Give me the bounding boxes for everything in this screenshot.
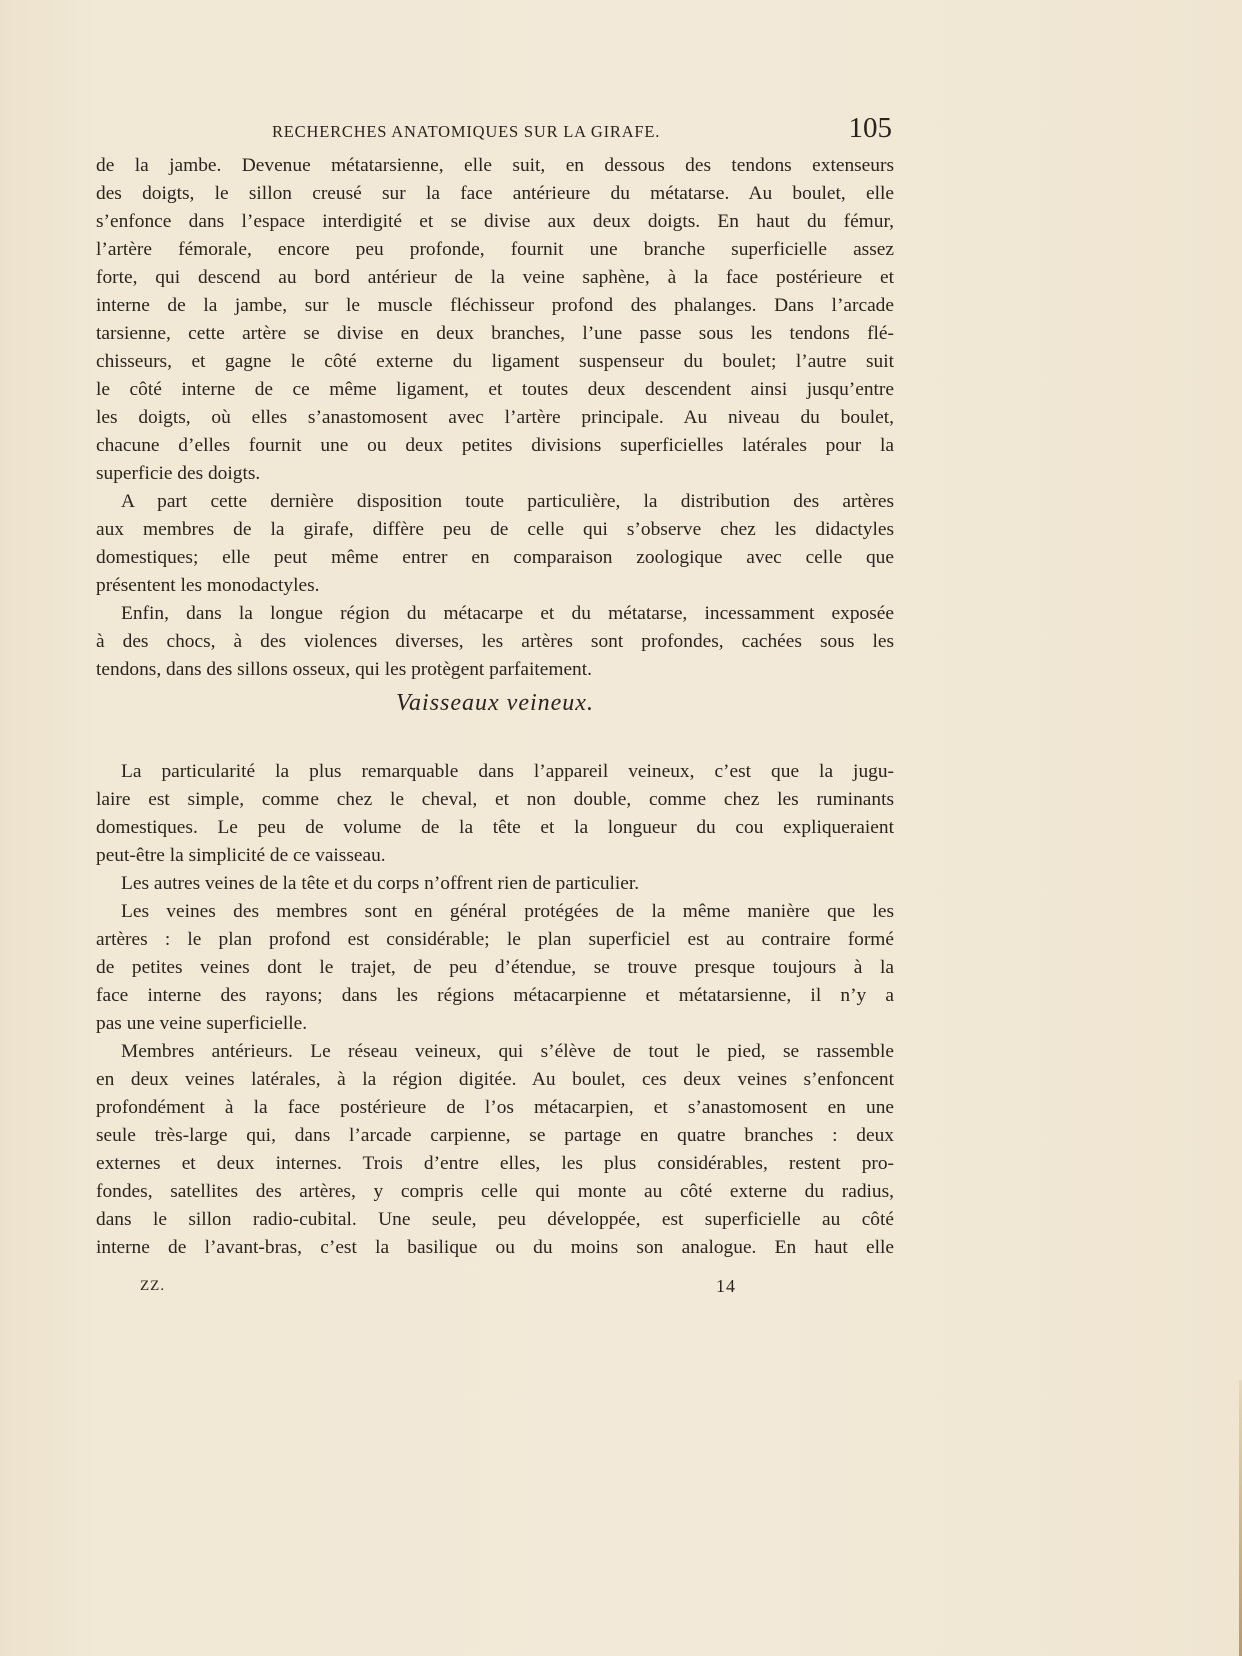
text-line: seule très-large qui, dans l’arcade carpienne, se partage en quatre branches : deux — [96, 1125, 894, 1146]
text-line: domestiques; elle peut même entrer en comparaison zoologique avec celle que — [96, 547, 894, 568]
text-line: chisseurs, et gagne le côté externe du ligament suspenseur du boulet; l’autre suit — [96, 351, 894, 372]
text-line: à des chocs, à des violences diverses, les artères sont profondes, cachées sous les — [96, 631, 894, 652]
text-line: de la jambe. Devenue métatarsienne, elle suit, en dessous des tendons extenseurs — [96, 155, 894, 176]
running-title: RECHERCHES ANATOMIQUES SUR LA GIRAFE. — [272, 122, 661, 141]
text-line: les doigts, où elles s’anastomosent avec l’artère principale. Au niveau du boulet, — [96, 407, 894, 428]
text-line: domestiques. Le peu de volume de la tête et la longueur du cou expliqueraient — [96, 817, 894, 838]
text-line: Enfin, dans la longue région du métacarpe et du métatarse, incessamment exposée — [121, 603, 894, 624]
text-line: présentent les monodactyles. — [96, 575, 320, 596]
text-line: tendons, dans des sillons osseux, qui les protègent parfaitement. — [96, 659, 592, 680]
main-text — [96, 152, 894, 1262]
text-line: dans le sillon radio-cubital. Une seule, peu développée, est superficielle au côté — [96, 1209, 894, 1230]
text-line: laire est simple, comme chez le cheval, et non double, comme chez les ruminants — [96, 789, 894, 810]
text-line: Les autres veines de la tête et du corps n’offrent rien de particulier. — [121, 873, 640, 894]
page-number: 105 — [848, 112, 892, 144]
text-line: Membres antérieurs. Le réseau veineux, qui s’élève de tout le pied, se rassemble — [121, 1041, 894, 1062]
text-line: chacune d’elles fournit une ou deux petites divisions superficielles latérales pour la — [96, 435, 894, 456]
text-line: des doigts, le sillon creusé sur la face antérieure du métatarse. Au boulet, elle — [96, 183, 894, 204]
text-line: A part cette dernière disposition toute particulière, la distribution des artères — [121, 491, 894, 512]
running-head — [96, 112, 892, 150]
text-line: de petites veines dont le trajet, de peu d’étendue, se trouve presque toujours à la — [96, 957, 894, 978]
text-line: s’enfonce dans l’espace interdigité et se divise aux deux doigts. En haut du fémur, — [96, 211, 894, 232]
sheet-number: 14 — [716, 1276, 736, 1296]
text-line: interne de l’avant-bras, c’est la basilique ou du moins son analogue. En haut elle — [96, 1237, 894, 1258]
text-line: superficie des doigts. — [96, 463, 261, 484]
text-line: face interne des rayons; dans les régions métacarpienne et métatarsienne, il n’y a — [96, 985, 894, 1006]
text-line: pas une veine superficielle. — [96, 1013, 308, 1034]
text-line: Les veines des membres sont en général protégées de la même manière que les — [121, 901, 894, 922]
text-line: tarsienne, cette artère se divise en deux branches, l’une passe sous les tendons flé- — [96, 323, 894, 344]
text-line: profondément à la face postérieure de l’os métacarpien, et s’anastomosent en une — [96, 1097, 894, 1118]
text-line: fondes, satellites des artères, y compris celle qui monte au côté externe du radius, — [96, 1181, 894, 1202]
section-heading-block — [96, 684, 894, 740]
spacer — [96, 740, 894, 758]
text-line: peut-être la simplicité de ce vaisseau. — [96, 845, 386, 866]
text-line: artères : le plan profond est considérable; le plan superficiel est au contraire formé — [96, 929, 894, 950]
text-line: en deux veines latérales, à la région digitée. Au boulet, ces deux veines s’enfoncent — [96, 1069, 894, 1090]
text-line: le côté interne de ce même ligament, et toutes deux descendent ainsi jusqu’entre — [96, 379, 894, 400]
signature-mark: ZZ. — [140, 1278, 166, 1294]
section-heading: Vaisseaux veineux. — [396, 690, 594, 716]
text-line: l’artère fémorale, encore peu profonde, fournit une branche superficielle assez — [96, 239, 894, 260]
text-line: aux membres de la girafe, diffère peu de celle qui s’observe chez les didactyles — [96, 519, 894, 540]
text-line: forte, qui descend au bord antérieur de la veine saphène, à la face postérieure et — [96, 267, 894, 288]
text-line: interne de la jambe, sur le muscle fléchisseur profond des phalanges. Dans l’arcade — [96, 295, 894, 316]
text-line: externes et deux internes. Trois d’entre elles, les plus considérables, restent pro- — [96, 1153, 894, 1174]
text-line: La particularité la plus remarquable dans l’appareil veineux, c’est que la jugu- — [121, 761, 894, 782]
